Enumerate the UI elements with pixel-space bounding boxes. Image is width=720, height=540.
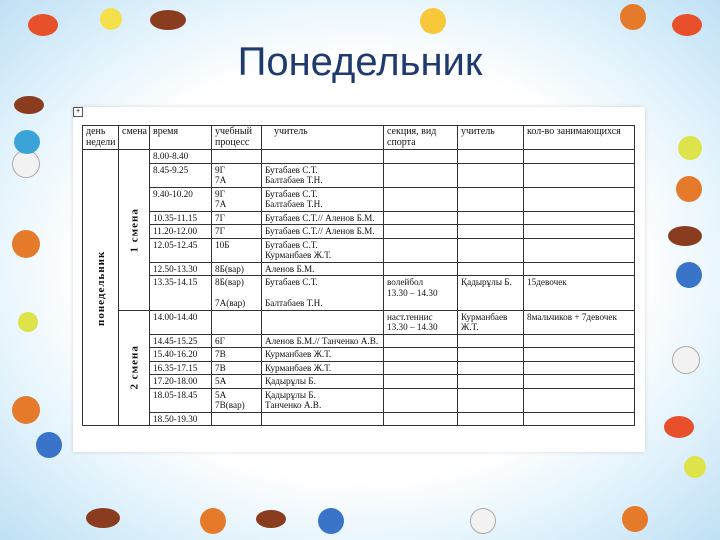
cell-process: 10Б xyxy=(212,238,262,262)
cell-time: 8.45-9.25 xyxy=(150,163,212,187)
schedule-sheet xyxy=(73,107,645,452)
cell-time: 15.40-16.20 xyxy=(150,348,212,362)
cell-process: 6Г xyxy=(212,334,262,348)
cell-count xyxy=(524,334,635,348)
shift2-cell: 2 смена xyxy=(119,310,150,426)
cell-count xyxy=(524,348,635,362)
cell-section xyxy=(384,225,458,239)
table-row xyxy=(83,334,635,348)
cell-teacher2 xyxy=(458,412,524,426)
cell-teacher: Бутабаев С.Т.// Аленов Б.М. xyxy=(262,211,384,225)
basketball-icon xyxy=(676,176,702,202)
cell-teacher: Бутабаев С.Т. Курманбаев Ж.Т. xyxy=(262,238,384,262)
cell-teacher: Курманбаев Ж.Т. xyxy=(262,348,384,362)
cell-time: 9.40-10.20 xyxy=(150,187,212,211)
soccer-ball-icon xyxy=(672,346,700,374)
cell-count: 8мальчиков + 7девочек xyxy=(524,310,635,334)
football-icon xyxy=(150,10,186,30)
table-row xyxy=(83,211,635,225)
volleyball-icon xyxy=(36,432,62,458)
cell-teacher: Бутабаев С.Т. Балтабаев Т.Н. xyxy=(262,163,384,187)
cell-count xyxy=(524,163,635,187)
tennis-ball-icon xyxy=(684,456,706,478)
cell-section xyxy=(384,238,458,262)
cell-teacher2 xyxy=(458,334,524,348)
header-section: секция, вид спорта xyxy=(384,126,458,150)
cell-teacher2 xyxy=(458,225,524,239)
header-teacher2: учитель xyxy=(458,126,524,150)
football-icon xyxy=(86,508,120,528)
cell-section xyxy=(384,211,458,225)
table-move-handle-icon[interactable]: + xyxy=(73,107,83,117)
cell-time: 18.05-18.45 xyxy=(150,388,212,412)
basketball-icon xyxy=(12,230,40,258)
cell-process: 9Г 7А xyxy=(212,187,262,211)
volleyball-icon xyxy=(14,130,40,154)
soccer-ball-icon xyxy=(470,508,496,534)
basketball-icon xyxy=(622,506,648,532)
cell-teacher2 xyxy=(458,211,524,225)
cell-section xyxy=(384,150,458,164)
cell-process: 7В xyxy=(212,348,262,362)
cell-count xyxy=(524,375,635,389)
cell-teacher2 xyxy=(458,375,524,389)
volleyball-icon xyxy=(420,8,446,34)
cell-teacher: Курманбаев Ж.Т. xyxy=(262,361,384,375)
tennis-ball-icon xyxy=(18,312,38,332)
header-time: время xyxy=(150,126,212,150)
cell-count xyxy=(524,412,635,426)
cell-section xyxy=(384,163,458,187)
cell-teacher: Бутабаев С.Т.// Аленов Б.М. xyxy=(262,225,384,239)
cell-teacher: Қадырұлы Б. Танченко А.В. xyxy=(262,388,384,412)
cell-section xyxy=(384,334,458,348)
table-row xyxy=(83,225,635,239)
soccer-ball-icon xyxy=(12,150,40,178)
cell-process xyxy=(212,310,262,334)
table-row xyxy=(83,361,635,375)
cell-time: 16.35-17.15 xyxy=(150,361,212,375)
cell-time: 14.00-14.40 xyxy=(150,310,212,334)
cell-time: 18.50-19.30 xyxy=(150,412,212,426)
cell-teacher2 xyxy=(458,361,524,375)
volleyball-icon xyxy=(676,262,702,288)
table-row xyxy=(83,276,635,311)
table-row xyxy=(83,238,635,262)
cell-process: 7Г xyxy=(212,211,262,225)
cell-teacher2: Курманбаев Ж.Т. xyxy=(458,310,524,334)
tennis-ball-icon xyxy=(678,136,702,160)
cell-count xyxy=(524,238,635,262)
football-icon xyxy=(256,510,286,528)
basketball-icon xyxy=(12,396,40,424)
table-row xyxy=(83,388,635,412)
slide-title: Понедельник xyxy=(237,40,483,84)
table-row xyxy=(83,150,635,164)
cell-process xyxy=(212,412,262,426)
cell-process xyxy=(212,150,262,164)
cell-time: 13.35-14.15 xyxy=(150,276,212,311)
cell-section xyxy=(384,348,458,362)
header-day: день недели xyxy=(83,126,119,150)
ping-pong-icon xyxy=(28,14,58,36)
cell-count xyxy=(524,187,635,211)
header-row xyxy=(83,126,635,150)
cell-count xyxy=(524,388,635,412)
cell-teacher: Бутабаев С.Т. Балтабаев Т.Н. xyxy=(262,276,384,311)
cell-section: наст.теннис 13.30 – 14.30 xyxy=(384,310,458,334)
cell-process: 9Г 7А xyxy=(212,163,262,187)
table-row xyxy=(83,375,635,389)
cell-time: 14.45-15.25 xyxy=(150,334,212,348)
cell-process: 8Б(вар) xyxy=(212,262,262,276)
cell-section: волейбол 13.30 – 14.30 xyxy=(384,276,458,311)
cell-process: 7В xyxy=(212,361,262,375)
table-row xyxy=(83,187,635,211)
basketball-icon xyxy=(620,4,646,30)
table-row xyxy=(83,163,635,187)
cell-teacher: Аленов Б.М. xyxy=(262,262,384,276)
table-row xyxy=(83,310,635,334)
cell-time: 8.00-8.40 xyxy=(150,150,212,164)
cell-section xyxy=(384,388,458,412)
cell-teacher2 xyxy=(458,150,524,164)
header-shift: смена xyxy=(119,126,150,150)
cell-section xyxy=(384,412,458,426)
basketball-icon xyxy=(200,508,226,534)
cell-teacher xyxy=(262,412,384,426)
cell-process: 5А xyxy=(212,375,262,389)
cell-teacher: Бутабаев С.Т. Балтабаев Т.Н. xyxy=(262,187,384,211)
football-icon xyxy=(14,96,44,114)
table-row xyxy=(83,262,635,276)
cell-count: 15девочек xyxy=(524,276,635,311)
cell-time: 17.20-18.00 xyxy=(150,375,212,389)
header-count: кол-во занимающихся xyxy=(524,126,635,150)
day-cell: понедельник xyxy=(83,150,119,426)
cell-time: 10.35-11.15 xyxy=(150,211,212,225)
volleyball-icon xyxy=(318,508,344,534)
schedule-table xyxy=(82,125,635,426)
cell-teacher2: Қадырұлы Б. xyxy=(458,276,524,311)
shift1-cell: 1 смена xyxy=(119,150,150,311)
cell-teacher: Қадырұлы Б. xyxy=(262,375,384,389)
cell-count xyxy=(524,211,635,225)
cell-teacher2 xyxy=(458,187,524,211)
cell-count xyxy=(524,225,635,239)
cell-section xyxy=(384,375,458,389)
cell-section xyxy=(384,262,458,276)
cell-teacher2 xyxy=(458,163,524,187)
cell-teacher2 xyxy=(458,348,524,362)
cell-count xyxy=(524,361,635,375)
table-row xyxy=(83,348,635,362)
table-row xyxy=(83,412,635,426)
ping-pong-icon xyxy=(672,14,702,36)
cell-count xyxy=(524,262,635,276)
tennis-ball-icon xyxy=(100,8,122,30)
cell-time: 11.20-12.00 xyxy=(150,225,212,239)
header-teacher: учитель xyxy=(262,126,384,150)
cell-count xyxy=(524,150,635,164)
cell-process: 5А 7В(вар) xyxy=(212,388,262,412)
cell-teacher xyxy=(262,150,384,164)
football-icon xyxy=(668,226,702,246)
cell-teacher2 xyxy=(458,388,524,412)
cell-time: 12.05-12.45 xyxy=(150,238,212,262)
cell-teacher2 xyxy=(458,262,524,276)
cell-teacher xyxy=(262,310,384,334)
ping-pong-icon xyxy=(664,416,694,438)
cell-teacher: Аленов Б.М.// Танченко А.В. xyxy=(262,334,384,348)
header-process: учебный процесс xyxy=(212,126,262,150)
cell-time: 12.50-13.30 xyxy=(150,262,212,276)
cell-section xyxy=(384,361,458,375)
cell-process: 8Б(вар) 7А(вар) xyxy=(212,276,262,311)
cell-section xyxy=(384,187,458,211)
cell-process: 7Г xyxy=(212,225,262,239)
cell-teacher2 xyxy=(458,238,524,262)
